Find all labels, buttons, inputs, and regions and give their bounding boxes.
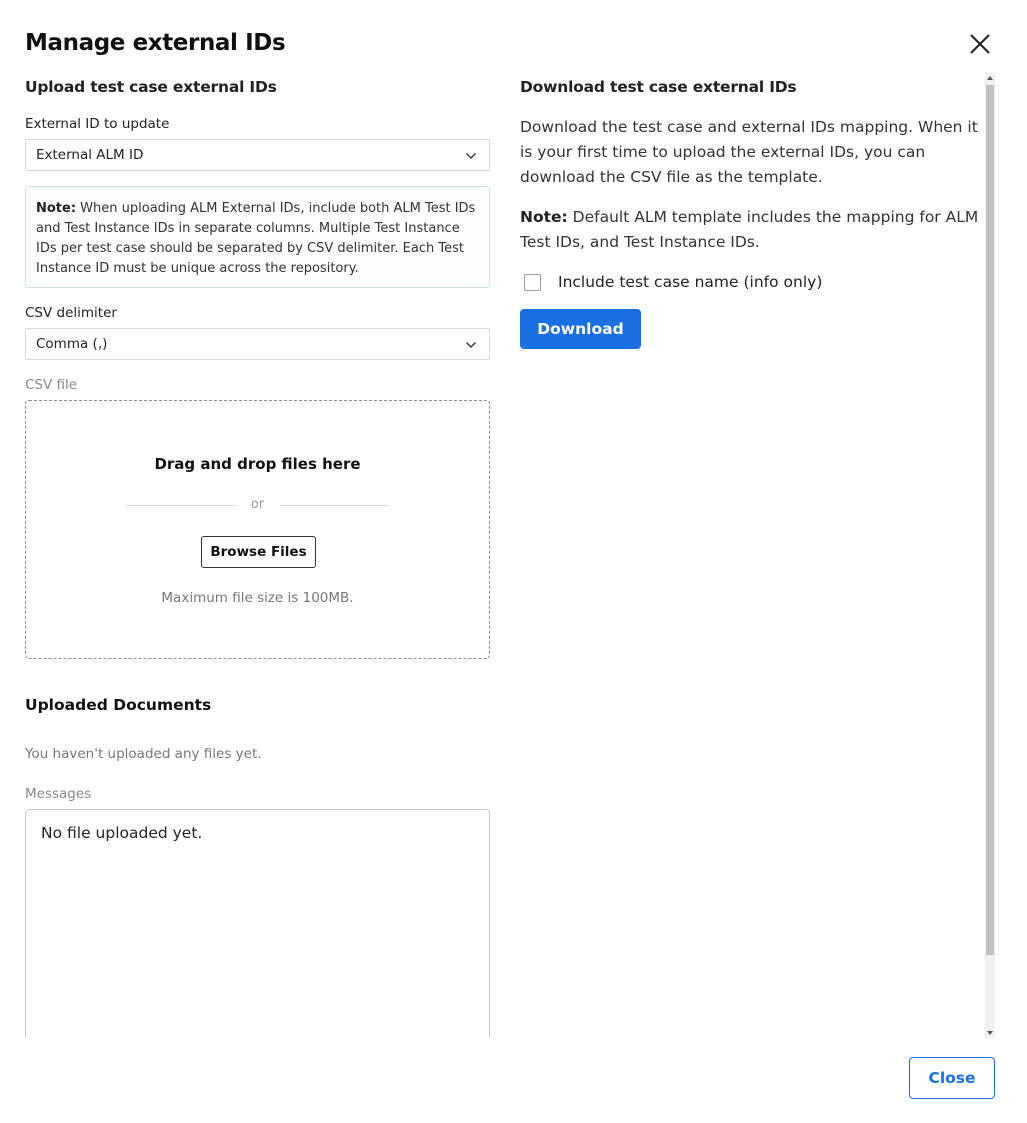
scroll-up-arrow-icon[interactable] <box>985 73 995 83</box>
external-id-select[interactable] <box>25 139 490 171</box>
download-note <box>520 205 980 255</box>
dialog-body <box>0 70 1000 1038</box>
include-test-case-name-checkbox[interactable] <box>524 274 541 291</box>
download-description: Download the test case and external IDs mapping. When it is your first time to upload the external IDs, you can download the CSV file as the template. <box>520 118 978 186</box>
messages-label: Messages <box>25 786 92 802</box>
upload-section-title: Upload test case external IDs <box>25 78 277 96</box>
download-note-text: Default ALM template includes the mapping for ALM Test IDs, and Test Instance IDs. <box>520 208 979 251</box>
external-id-label: External ID to update <box>25 116 170 132</box>
scroll-down-arrow-icon[interactable] <box>985 1028 995 1038</box>
dropzone-or: or <box>250 497 265 512</box>
include-test-case-name-option[interactable] <box>524 270 822 294</box>
uploaded-documents-title: Uploaded Documents <box>25 696 212 714</box>
download-note-bold: Note: <box>520 208 568 226</box>
file-dropzone[interactable] <box>25 400 490 659</box>
vertical-scrollbar[interactable] <box>985 73 995 1038</box>
download-section-title: Download test case external IDs <box>520 78 797 96</box>
alm-note-text: When uploading ALM External IDs, include both ALM Test IDs and Test Instance IDs in separate columns. Multiple Test Instance IDs per test case should be separated by CSV delimiter. Each Test Instance ID must be unique across the repository. <box>36 201 476 276</box>
csv-file-label: CSV file <box>25 377 78 393</box>
external-id-select-value: External ALM ID <box>36 147 144 163</box>
csv-delimiter-select[interactable] <box>25 328 490 360</box>
messages-text: No file uploaded yet. <box>41 824 203 842</box>
alm-note-bold: Note: <box>36 201 77 216</box>
chevron-down-icon <box>465 150 477 162</box>
uploaded-documents-empty: You haven't uploaded any files yet. <box>25 746 262 762</box>
scrollbar-thumb[interactable] <box>986 85 994 955</box>
messages-textarea[interactable] <box>25 809 490 1038</box>
close-icon[interactable] <box>966 30 994 58</box>
csv-delimiter-label: CSV delimiter <box>25 305 117 321</box>
dropzone-title: Drag and drop files here <box>154 455 361 473</box>
csv-delimiter-select-value: Comma (,) <box>36 336 108 352</box>
include-test-case-name-label: Include test case name (info only) <box>558 273 823 291</box>
close-icon-glyph <box>966 30 994 58</box>
browse-files-button[interactable]: Browse Files <box>201 536 316 568</box>
download-button[interactable]: Download <box>520 309 641 349</box>
max-file-size-text: Maximum file size is 100MB. <box>161 590 354 606</box>
alm-note-box <box>25 186 490 288</box>
close-button[interactable]: Close <box>909 1057 995 1099</box>
dialog-title: Manage external IDs <box>25 30 286 56</box>
chevron-down-icon <box>465 339 477 351</box>
